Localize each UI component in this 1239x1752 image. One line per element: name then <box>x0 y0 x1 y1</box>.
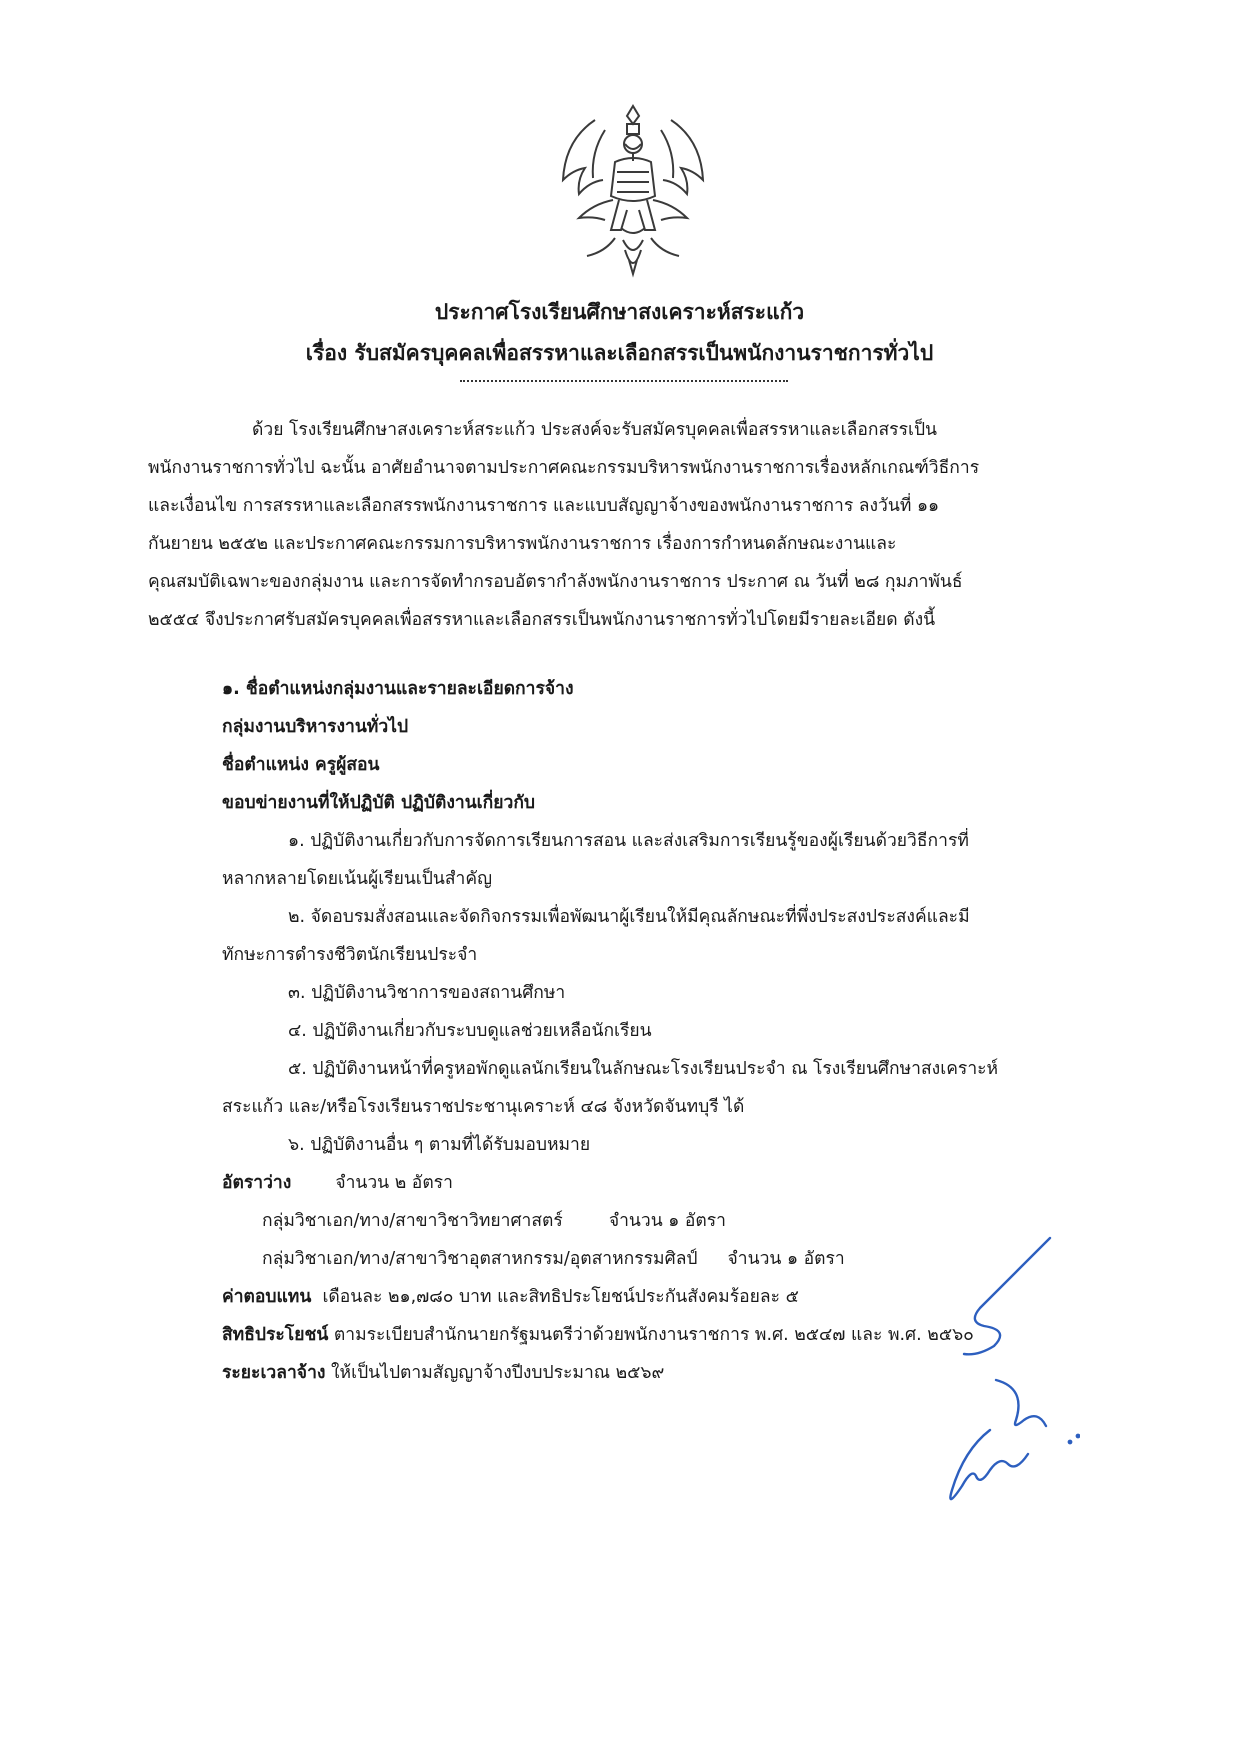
duty-item-continued: หลากหลายโดยเน้นผู้เรียนเป็นสำคัญ <box>222 869 492 889</box>
benefit-text: ตามระเบียบสำนักนายกรัฐมนตรีว่าด้วยพนักงานราชการ พ.ศ. ๒๕๔๗ และ พ.ศ. ๒๕๖๐ <box>333 1325 974 1345</box>
duty-item: ๒. จัดอบรมสั่งสอนและจัดกิจกรรมเพื่อพัฒนาผู้เรียนให้มีคุณลักษณะที่พึ่งประสงประสงค์และมี <box>288 907 970 927</box>
duty-item: ๕. ปฏิบัติงานหน้าที่ครูหอพักดูแลนักเรียนในลักษณะโรงเรียนประจำ ณ โรงเรียนศึกษาสงเคราะห์ <box>288 1059 999 1079</box>
term-text: ให้เป็นไปตามสัญญาจ้างปีงบประมาณ ๒๕๖๙ <box>331 1363 665 1383</box>
intro-line: พนักงานราชการทั่วไป ฉะนั้น อาศัยอำนาจตามประกาศคณะกรรมบริหารพนักงานราชการเรื่องหลักเกณฑ์วิธีการ <box>148 458 980 478</box>
duty-item: ๔. ปฏิบัติงานเกี่ยวกับระบบดูแลช่วยเหลือนักเรียน <box>288 1021 652 1041</box>
term-label: ระยะเวลาจ้าง <box>222 1363 326 1383</box>
vacancy-count: จำนวน ๑ อัตรา <box>608 1211 726 1231</box>
salary-label: ค่าตอบแทน <box>222 1287 312 1307</box>
title-divider <box>460 380 788 382</box>
job-group: กลุ่มงานบริหารงานทั่วไป <box>222 717 409 737</box>
vacancy-field: กลุ่มวิชาเอก/ทาง/สาขาวิชาอุตสาหกรรม/อุตสาหกรรมศิลป์ <box>262 1249 698 1269</box>
intro-line: กันยายน ๒๕๕๒ และประกาศคณะกรรมการบริหารพนักงานราชการ เรื่องการกำหนดลักษณะงานและ <box>148 534 897 554</box>
garuda-emblem-icon <box>555 100 711 280</box>
vacancy-row <box>222 1164 1122 1202</box>
intro-paragraph <box>148 411 1123 639</box>
vacancy-label: อัตราว่าง <box>222 1173 292 1193</box>
intro-line: ๒๕๕๔ จึงประกาศรับสมัครบุคคลเพื่อสรรหาและเลือกสรรเป็นพนักงานราชการทั่วไปโดยมีรายละเอียด ดังนี้ <box>148 610 936 630</box>
position-name: ชื่อตำแหน่ง ครูผู้สอน <box>222 755 380 775</box>
duty-item: ๖. ปฏิบัติงานอื่น ๆ ตามที่ได้รับมอบหมาย <box>288 1135 591 1155</box>
intro-line: ด้วย โรงเรียนศึกษาสงเคราะห์สระแก้ว ประสงค์จะรับสมัครบุคคลเพื่อสรรหาและเลือกสรรเป็น <box>252 420 938 440</box>
duty-item: ๑. ปฏิบัติงานเกี่ยวกับการจัดการเรียนการสอน และส่งเสริมการเรียนรู้ของผู้เรียนด้วยวิธีการที่ <box>288 831 969 851</box>
duty-item-continued: ทักษะการดำรงชีวิตนักเรียนประจำ <box>222 945 478 965</box>
announcement-subject: เรื่อง รับสมัครบุคคลเพื่อสรรหาและเลือกสรรเป็นพนักงานราชการทั่วไป <box>305 341 934 365</box>
salary-text: เดือนละ ๒๑,๗๘๐ บาท และสิทธิประโยชน์ประกันสังคมร้อยละ ๕ <box>322 1287 799 1307</box>
vacancy-value: จำนวน ๒ อัตรา <box>335 1173 453 1193</box>
duty-item-continued: สระแก้ว และ/หรือโรงเรียนราชประชานุเคราะห์ ๔๘ จังหวัดจันทบุรี ได้ <box>222 1097 745 1117</box>
intro-line: คุณสมบัติเฉพาะของกลุ่มงาน และการจัดทำกรอบอัตรากำลังพนักงานราชการ ประกาศ ณ วันที่ ๒๘ กุมภาพันธ์ <box>148 572 963 592</box>
announcement-title: ประกาศโรงเรียนศึกษาสงเคราะห์สระแก้ว <box>434 300 805 324</box>
handwritten-signature <box>930 1230 1080 1520</box>
duty-item: ๓. ปฏิบัติงานวิชาการของสถานศึกษา <box>288 983 566 1003</box>
scope-heading: ขอบข่ายงานที่ให้ปฏิบัติ ปฏิบัติงานเกี่ยวกับ <box>222 793 536 813</box>
benefit-label: สิทธิประโยชน์ <box>222 1325 329 1345</box>
intro-line: และเงื่อนไข การสรรหาและเลือกสรรพนักงานราชการ และแบบสัญญาจ้างของพนักงานราชการ ลงวันที่ ๑๑ <box>148 496 940 516</box>
section-heading: ๑. ชื่อตำแหน่งกลุ่มงานและรายละเอียดการจ้าง <box>222 679 574 699</box>
vacancy-field: กลุ่มวิชาเอก/ทาง/สาขาวิชาวิทยาศาสตร์ <box>262 1211 563 1231</box>
vacancy-count: จำนวน ๑ อัตรา <box>727 1249 845 1269</box>
